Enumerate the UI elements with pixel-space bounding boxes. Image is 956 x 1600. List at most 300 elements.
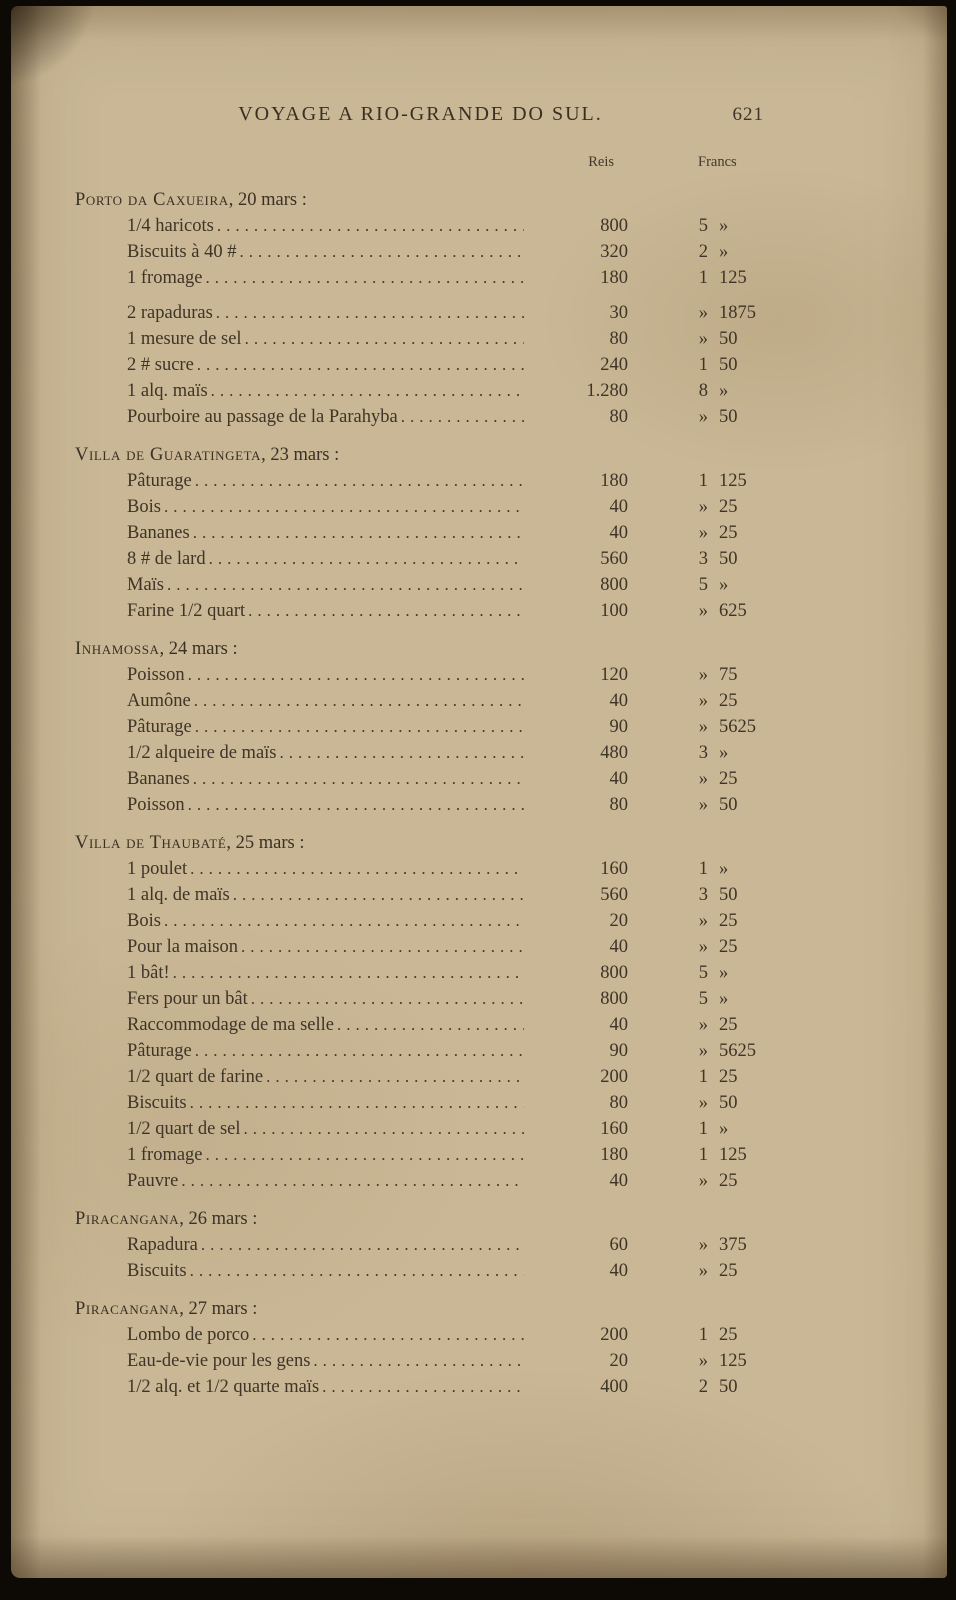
item-label: Pâturage <box>127 1041 192 1061</box>
item-label-zone <box>75 1142 528 1168</box>
column-header-spacer <box>75 150 528 175</box>
ledger-row <box>75 960 766 986</box>
item-label-zone <box>75 934 528 960</box>
francs-integer-value: » <box>698 1041 708 1061</box>
ledger-section <box>75 188 766 430</box>
reis-value: 480 <box>600 743 628 763</box>
dot-leader <box>173 960 524 986</box>
francs-decimal-value: 25 <box>719 1325 738 1345</box>
francs-integer-value: 3 <box>698 743 708 763</box>
ledger-section <box>75 637 766 818</box>
francs-integer-value: » <box>698 303 708 323</box>
francs-decimal-value: 125 <box>719 471 747 491</box>
francs-integer-value: 2 <box>698 242 708 262</box>
ledger-row <box>75 239 766 265</box>
francs-integer-value: 5 <box>698 963 708 983</box>
reis-value: 40 <box>609 937 628 957</box>
reis-value: 800 <box>600 989 628 1009</box>
item-label-zone <box>75 326 528 352</box>
item-label: Maïs <box>127 575 164 595</box>
francs-decimal-value: 5625 <box>719 1041 756 1061</box>
francs-decimal-value: 50 <box>719 549 738 569</box>
item-label: 2 rapaduras <box>127 303 213 323</box>
section-place-name: Villa de Guaratingeta <box>75 445 262 465</box>
dot-leader <box>167 572 524 598</box>
ledger-row <box>75 766 766 792</box>
francs-integer-value: 1 <box>698 1067 708 1087</box>
dot-leader <box>217 213 524 239</box>
page-number: 621 <box>732 104 764 125</box>
item-label-zone <box>75 1168 528 1194</box>
ledger-row <box>75 740 766 766</box>
paper-sheet <box>11 6 947 1578</box>
section-rows <box>75 468 766 624</box>
item-label-zone <box>75 598 528 624</box>
item-label: Lombo de porco <box>127 1325 250 1345</box>
ledger-row <box>75 352 766 378</box>
section-date: , 27 mars : <box>179 1299 258 1319</box>
item-label: 1 poulet <box>127 859 188 879</box>
francs-integer-value: » <box>698 601 708 621</box>
section-date: , 23 mars : <box>261 445 340 465</box>
ledger-row <box>75 908 766 934</box>
francs-decimal-value: » <box>719 1119 729 1139</box>
ledger-row <box>75 378 766 404</box>
francs-decimal-value: 50 <box>719 885 738 905</box>
francs-integer-value: 5 <box>698 575 708 595</box>
page-content <box>75 6 766 1400</box>
item-label-zone <box>75 520 528 546</box>
francs-integer-value: » <box>698 1015 708 1035</box>
ledger-row <box>75 468 766 494</box>
francs-decimal-value: » <box>719 216 729 236</box>
item-label-zone <box>75 986 528 1012</box>
dot-leader <box>233 882 524 908</box>
francs-integer-value: » <box>698 769 708 789</box>
reis-value: 20 <box>609 1351 628 1371</box>
francs-integer-value: 5 <box>698 989 708 1009</box>
item-label-zone <box>75 378 528 404</box>
francs-integer-value: » <box>698 1261 708 1281</box>
ledger-row <box>75 792 766 818</box>
item-label-zone <box>75 714 528 740</box>
item-label: Pourboire au passage de la Parahyba <box>127 407 398 427</box>
francs-decimal-value: » <box>719 575 729 595</box>
section-rows <box>75 856 766 1194</box>
section-heading <box>75 831 766 856</box>
francs-decimal-value: 5625 <box>719 717 756 737</box>
reis-value: 1.280 <box>586 381 628 401</box>
francs-integer-value: » <box>698 1093 708 1113</box>
expense-ledger <box>75 188 766 1400</box>
dot-leader <box>195 714 524 740</box>
francs-decimal-value: 125 <box>719 268 747 288</box>
section-place-name: Piracangana <box>75 1299 180 1319</box>
francs-decimal-value: 125 <box>719 1351 747 1371</box>
item-label-zone <box>75 856 528 882</box>
section-place-name: Porto da Caxueira <box>75 190 229 210</box>
item-label-zone <box>75 1348 528 1374</box>
reis-value: 560 <box>600 885 628 905</box>
item-label-zone <box>75 662 528 688</box>
item-label-zone <box>75 352 528 378</box>
francs-decimal-value: 50 <box>719 407 738 427</box>
francs-integer-value: » <box>698 407 708 427</box>
ledger-row <box>75 1012 766 1038</box>
dot-leader <box>401 404 524 430</box>
item-label-zone <box>75 239 528 265</box>
section-place-name: Villa de Thaubaté <box>75 833 227 853</box>
reis-value: 40 <box>609 523 628 543</box>
dot-leader <box>313 1348 524 1374</box>
dot-leader <box>195 1038 524 1064</box>
francs-integer-value: 1 <box>698 1119 708 1139</box>
dot-leader <box>280 740 525 766</box>
ledger-row <box>75 688 766 714</box>
ledger-section <box>75 1207 766 1284</box>
item-label-zone <box>75 494 528 520</box>
item-label-zone <box>75 546 528 572</box>
reis-value: 200 <box>600 1325 628 1345</box>
dot-leader <box>266 1064 524 1090</box>
francs-integer-value: 2 <box>698 1377 708 1397</box>
francs-decimal-value: 25 <box>719 911 738 931</box>
item-label: Eau-de-vie pour les gens <box>127 1351 311 1371</box>
dot-leader <box>195 468 524 494</box>
ledger-row <box>75 494 766 520</box>
francs-decimal-value: » <box>719 989 729 1009</box>
francs-decimal-value: 125 <box>719 1145 747 1165</box>
reis-value: 240 <box>600 355 628 375</box>
item-label-zone <box>75 1038 528 1064</box>
dot-leader <box>241 934 524 960</box>
item-label: Pâturage <box>127 471 192 491</box>
reis-value: 90 <box>609 1041 628 1061</box>
reis-value: 60 <box>609 1235 628 1255</box>
ledger-row <box>75 934 766 960</box>
item-label: Bananes <box>127 769 190 789</box>
dot-leader <box>190 856 524 882</box>
francs-integer-value: 1 <box>698 268 708 288</box>
dot-leader <box>194 688 524 714</box>
ledger-row <box>75 1142 766 1168</box>
item-label: 1 bât! <box>127 963 170 983</box>
item-label: 8 # de lard <box>127 549 206 569</box>
item-label: Raccommodage de ma selle <box>127 1015 335 1035</box>
francs-integer-value: » <box>698 937 708 957</box>
item-label: 2 # sucre <box>127 355 194 375</box>
ledger-row <box>75 1116 766 1142</box>
francs-decimal-value: 25 <box>719 1067 738 1087</box>
francs-integer-value: » <box>698 1171 708 1191</box>
section-heading <box>75 1297 766 1322</box>
francs-decimal-value: 25 <box>719 1015 738 1035</box>
reis-value: 560 <box>600 549 628 569</box>
ledger-row <box>75 1038 766 1064</box>
reis-value: 320 <box>600 242 628 262</box>
item-label: Poisson <box>127 795 185 815</box>
item-label: Pâturage <box>127 717 192 737</box>
francs-decimal-value: 25 <box>719 523 738 543</box>
item-label-zone <box>75 213 528 239</box>
francs-integer-value: » <box>698 665 708 685</box>
item-label: Bois <box>127 497 161 517</box>
ledger-row <box>75 662 766 688</box>
item-label-zone <box>75 1232 528 1258</box>
section-place-name: Inhamossa <box>75 639 160 659</box>
ledger-row <box>75 520 766 546</box>
dot-leader <box>239 239 524 265</box>
section-rows <box>75 1232 766 1284</box>
dot-leader <box>322 1374 524 1400</box>
item-label-zone <box>75 468 528 494</box>
ledger-row <box>75 986 766 1012</box>
ledger-row <box>75 714 766 740</box>
reis-value: 40 <box>609 769 628 789</box>
dot-leader <box>190 1090 524 1116</box>
item-label: 1 alq. maïs <box>127 381 208 401</box>
reis-value: 800 <box>600 575 628 595</box>
dot-leader <box>188 792 524 818</box>
francs-decimal-value: 50 <box>719 355 738 375</box>
item-label: 1/4 haricots <box>127 216 214 236</box>
francs-integer-value: 3 <box>698 549 708 569</box>
section-heading <box>75 443 766 468</box>
section-date: , 26 mars : <box>179 1209 258 1229</box>
item-label: Farine 1/2 quart <box>127 601 246 621</box>
item-label-zone <box>75 1116 528 1142</box>
francs-decimal-value: 25 <box>719 769 738 789</box>
item-label: 1/2 alqueire de maïs <box>127 743 277 763</box>
francs-decimal-value: 375 <box>719 1235 747 1255</box>
item-label-zone <box>75 1064 528 1090</box>
ledger-row <box>75 546 766 572</box>
francs-integer-value: » <box>698 523 708 543</box>
francs-decimal-value: 50 <box>719 1377 738 1397</box>
reis-value: 80 <box>609 795 628 815</box>
dot-leader <box>164 908 524 934</box>
reis-value: 40 <box>609 497 628 517</box>
ledger-section <box>75 831 766 1194</box>
item-label-zone <box>75 766 528 792</box>
section-rows <box>75 213 766 430</box>
ledger-row <box>75 326 766 352</box>
francs-integer-value: 3 <box>698 885 708 905</box>
francs-decimal-value: 50 <box>719 329 738 349</box>
francs-integer-value: » <box>698 329 708 349</box>
item-label: Pour la maison <box>127 937 238 957</box>
running-header <box>75 102 766 128</box>
dot-leader <box>188 662 524 688</box>
francs-decimal-value: 25 <box>719 497 738 517</box>
column-header-reis: Reis <box>588 154 614 170</box>
reis-value: 100 <box>600 601 628 621</box>
dot-leader <box>181 1168 524 1194</box>
dot-leader <box>211 378 524 404</box>
item-label: 1 fromage <box>127 268 203 288</box>
reis-value: 180 <box>600 471 628 491</box>
reis-value: 400 <box>600 1377 628 1397</box>
item-label: 1/2 quart de sel <box>127 1119 241 1139</box>
dot-leader <box>248 598 524 624</box>
francs-decimal-value: 25 <box>719 937 738 957</box>
item-label: Bananes <box>127 523 190 543</box>
dot-leader <box>201 1232 524 1258</box>
ledger-row <box>75 265 766 291</box>
ledger-row <box>75 1374 766 1400</box>
francs-decimal-value: 1875 <box>719 303 756 323</box>
ledger-row <box>75 1322 766 1348</box>
section-heading <box>75 1207 766 1232</box>
ledger-section <box>75 1297 766 1400</box>
ledger-row <box>75 1064 766 1090</box>
francs-decimal-value: » <box>719 381 729 401</box>
dot-leader <box>206 265 524 291</box>
ledger-section <box>75 443 766 624</box>
item-label-zone <box>75 740 528 766</box>
ledger-row <box>75 1258 766 1284</box>
item-label: Biscuits <box>127 1093 187 1113</box>
item-label-zone <box>75 882 528 908</box>
reis-value: 180 <box>600 1145 628 1165</box>
dot-leader <box>216 300 524 326</box>
item-label: Bois <box>127 911 161 931</box>
reis-value: 40 <box>609 1015 628 1035</box>
reis-value: 90 <box>609 717 628 737</box>
reis-value: 800 <box>600 216 628 236</box>
reis-value: 160 <box>600 859 628 879</box>
section-heading <box>75 188 766 213</box>
item-label: Aumône <box>127 691 191 711</box>
ledger-row <box>75 213 766 239</box>
item-label-zone <box>75 1090 528 1116</box>
item-label: Poisson <box>127 665 185 685</box>
francs-integer-value: » <box>698 717 708 737</box>
ledger-row <box>75 598 766 624</box>
item-label: 1/2 alq. et 1/2 quarte maïs <box>127 1377 320 1397</box>
section-date: , 24 mars : <box>159 639 238 659</box>
section-date: , 20 mars : <box>228 190 307 210</box>
item-label: 1 fromage <box>127 1145 203 1165</box>
dot-leader <box>245 326 524 352</box>
ledger-row <box>75 572 766 598</box>
dot-leader <box>209 546 524 572</box>
francs-integer-value: 8 <box>698 381 708 401</box>
francs-decimal-value: » <box>719 743 729 763</box>
francs-integer-value: » <box>698 1351 708 1371</box>
page-title: VOYAGE A RIO-GRANDE DO SUL. <box>238 103 603 125</box>
ledger-row <box>75 1348 766 1374</box>
reis-value: 200 <box>600 1067 628 1087</box>
item-label-zone <box>75 265 528 291</box>
dot-leader <box>251 986 524 1012</box>
francs-integer-value: 1 <box>698 859 708 879</box>
ledger-row <box>75 1090 766 1116</box>
item-label: Biscuits <box>127 1261 187 1281</box>
item-label-zone <box>75 1322 528 1348</box>
dot-leader <box>244 1116 524 1142</box>
item-label: Biscuits à 40 # <box>127 242 237 262</box>
reis-value: 80 <box>609 1093 628 1113</box>
francs-decimal-value: 75 <box>719 665 738 685</box>
dot-leader <box>252 1322 524 1348</box>
column-header-francs: Francs <box>698 154 737 170</box>
reis-value: 800 <box>600 963 628 983</box>
reis-value: 180 <box>600 268 628 288</box>
ledger-row <box>75 300 766 326</box>
dot-leader <box>193 520 524 546</box>
ledger-row <box>75 1232 766 1258</box>
item-label: Rapadura <box>127 1235 198 1255</box>
francs-integer-value: » <box>698 795 708 815</box>
dot-leader <box>193 766 524 792</box>
reis-value: 80 <box>609 407 628 427</box>
dot-leader <box>206 1142 524 1168</box>
ledger-row <box>75 1168 766 1194</box>
dot-leader <box>197 352 524 378</box>
reis-value: 20 <box>609 911 628 931</box>
item-label-zone <box>75 688 528 714</box>
item-label-zone <box>75 404 528 430</box>
dot-leader <box>190 1258 524 1284</box>
francs-integer-value: » <box>698 1235 708 1255</box>
reis-value: 40 <box>609 1171 628 1191</box>
dot-leader <box>164 494 524 520</box>
francs-decimal-value: 625 <box>719 601 747 621</box>
francs-integer-value: 1 <box>698 471 708 491</box>
reis-value: 120 <box>600 665 628 685</box>
ledger-row <box>75 856 766 882</box>
francs-decimal-value: » <box>719 963 729 983</box>
francs-integer-value: » <box>698 911 708 931</box>
ledger-row <box>75 404 766 430</box>
item-label: 1 alq. de maïs <box>127 885 230 905</box>
francs-integer-value: 1 <box>698 1145 708 1165</box>
item-label-zone <box>75 908 528 934</box>
reis-value: 30 <box>609 303 628 323</box>
column-headers <box>75 150 766 175</box>
section-heading <box>75 637 766 662</box>
reis-value: 40 <box>609 691 628 711</box>
reis-value: 40 <box>609 1261 628 1281</box>
item-label-zone <box>75 1258 528 1284</box>
reis-value: 80 <box>609 329 628 349</box>
section-place-name: Piracangana <box>75 1209 180 1229</box>
item-label: Pauvre <box>127 1171 179 1191</box>
francs-decimal-value: 50 <box>719 795 738 815</box>
item-label-zone <box>75 960 528 986</box>
francs-decimal-value: 25 <box>719 1171 738 1191</box>
item-label-zone <box>75 1012 528 1038</box>
francs-decimal-value: 50 <box>719 1093 738 1113</box>
francs-integer-value: 1 <box>698 355 708 375</box>
ledger-row <box>75 882 766 908</box>
item-label-zone <box>75 792 528 818</box>
francs-integer-value: 1 <box>698 1325 708 1345</box>
francs-decimal-value: » <box>719 859 729 879</box>
francs-integer-value: » <box>698 497 708 517</box>
section-rows <box>75 662 766 818</box>
item-label: Fers pour un bât <box>127 989 248 1009</box>
item-label: 1 mesure de sel <box>127 329 242 349</box>
item-label: 1/2 quart de farine <box>127 1067 264 1087</box>
item-label-zone <box>75 1374 528 1400</box>
francs-decimal-value: 25 <box>719 691 738 711</box>
dot-leader <box>337 1012 524 1038</box>
francs-decimal-value: » <box>719 242 729 262</box>
francs-decimal-value: 25 <box>719 1261 738 1281</box>
reis-value: 160 <box>600 1119 628 1139</box>
